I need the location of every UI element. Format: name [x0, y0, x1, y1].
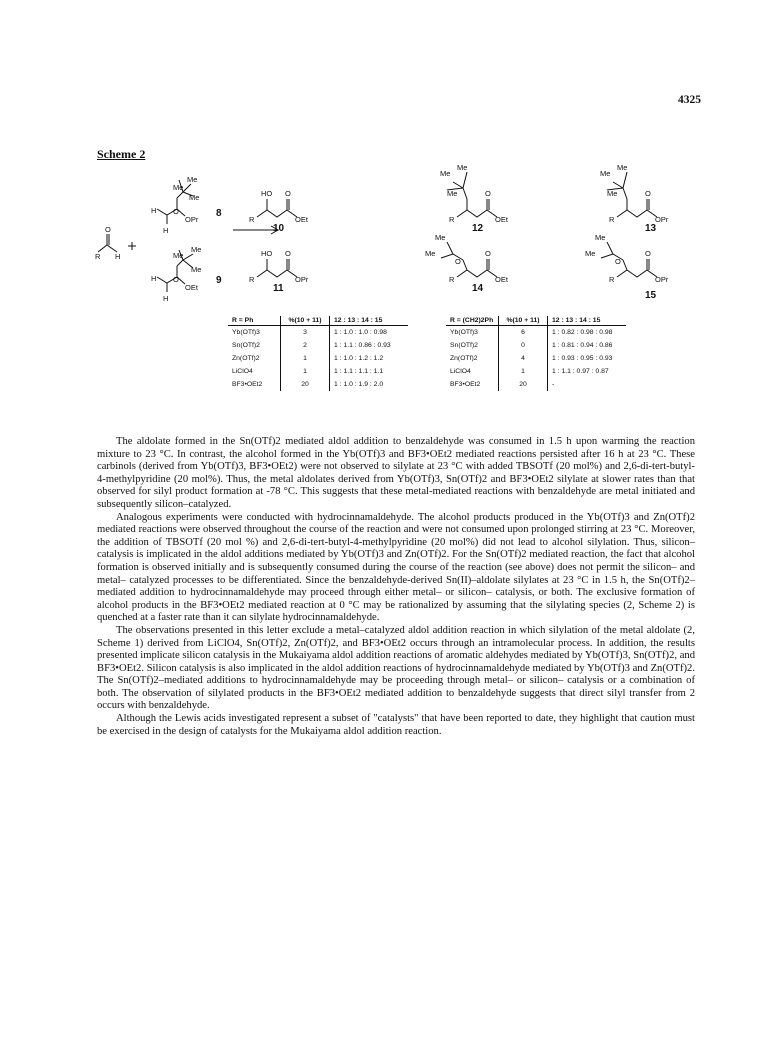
table-cell: 2: [281, 339, 330, 352]
table-cell: 1: [499, 365, 548, 378]
svg-text:Me: Me: [607, 189, 618, 198]
compound-label-15: 15: [645, 290, 657, 301]
table-row: [228, 378, 408, 391]
table-header: %(10 + 11): [499, 316, 548, 326]
table-row: [228, 339, 408, 352]
svg-text:O: O: [615, 257, 621, 266]
svg-text:R: R: [609, 275, 615, 284]
compound-label-14: 14: [472, 283, 484, 294]
svg-text:O: O: [173, 207, 179, 216]
svg-text:O: O: [173, 275, 179, 284]
table-cell: Yb(OTf)3: [232, 329, 260, 336]
table-cell: Sn(OTf)2: [232, 342, 260, 349]
svg-text:R: R: [95, 252, 101, 261]
paragraph: The aldolate formed in the Sn(OTf)2 mediated aldol addition to benzaldehyde was consumed in 1.5 h upon warming the reaction mixture to 23 °C. In contrast, the alcohol formed in the Yb(OTf)3 and BF3•OEt2 mediated reactions persisted after 16 h at 23 °C. These carbinols (derived from Yb(OTf)3, BF3•OEt2) were not observed to silylate at 23 °C with added TBSOTf (20 mol%) and 2,6-di-tert-butyl-4-methylpyridine (20 mol%). Thus, the metal aldolates derived from Yb(OTf)3, Sn(OTf)2 and BF3•OEt2 silylate at slower rates than that observed for silyl product formation at -78 °C. This suggests that these metal-mediated reactions with benzaldehyde are metal initiated and subsequently silicon–catalyzed.: [97, 436, 695, 510]
reaction-scheme: [95, 160, 695, 315]
table-cell: 3: [281, 326, 330, 340]
table-cell: Zn(OTf)2: [450, 355, 478, 362]
svg-text:O: O: [645, 249, 651, 258]
svg-text:OEt: OEt: [185, 283, 198, 292]
svg-text:Me: Me: [425, 249, 436, 258]
results-table-ph: [228, 316, 408, 391]
table-header: 12 : 13 : 14 : 15: [548, 316, 627, 326]
svg-text:O: O: [455, 257, 461, 266]
table-cell: 1 : 1.1 : 0.86 : 0.93: [334, 342, 391, 349]
svg-text:Me: Me: [447, 189, 458, 198]
scheme-title: Scheme 2: [97, 147, 146, 161]
svg-text:H: H: [151, 274, 157, 283]
body-text: [97, 436, 695, 738]
svg-text:Me: Me: [189, 193, 200, 202]
table-header: R = (CH2)2Ph: [446, 316, 499, 326]
table-cell: Yb(OTf)3: [450, 329, 478, 336]
svg-text:Me: Me: [440, 169, 451, 178]
table-row: [446, 352, 626, 365]
table-cell: -: [552, 381, 555, 388]
svg-text:H: H: [163, 226, 169, 235]
table-header: 12 : 13 : 14 : 15: [330, 316, 409, 326]
svg-text:OPr: OPr: [655, 215, 669, 224]
table-cell: 1 : 1.1 : 0.97 : 0.87: [552, 368, 609, 375]
results-table-ch2ph: [446, 316, 626, 391]
svg-text:HO: HO: [261, 249, 273, 258]
paragraph: Although the Lewis acids investigated represent a subset of "catalysts" that have been reported to date, they highlight that caution must be exercised in the design of catalysts for the Mukaiyama aldol addition reaction.: [97, 713, 695, 737]
table-cell: LiClO4: [232, 368, 253, 375]
table-cell: 1: [281, 365, 330, 378]
svg-text:Me: Me: [187, 175, 198, 184]
svg-text:R: R: [249, 275, 255, 284]
table-cell: 1 : 1.0 : 1.0 : 0.98: [334, 329, 387, 336]
svg-text:O: O: [285, 189, 291, 198]
svg-text:Me: Me: [600, 169, 611, 178]
table-cell: 4: [499, 352, 548, 365]
table-row: [446, 339, 626, 352]
compound-label-8: 8: [216, 208, 222, 219]
table-cell: 1: [281, 352, 330, 365]
paragraph: Analogous experiments were conducted with hydrocinnamaldehyde. The alcohol products produced in the Yb(OTf)3 and Zn(OTf)2 mediated reactions were observed throughout the course of the reaction and were not consumed upon prolonged stirring at 23 °C. Moreover, the addition of TBSOTf (20 mol %) and 2,6-di-tert-butyl-4-methylpyridine (20 mol%) did not lead to alcohol silylation. Thus, silicon–catalysis is implicated in the aldol additions mediated by Yb(OTf)3 and Zn(OTf)2. For the Sn(OTf)2 mediated reaction, the fact that alcohol formation is observed initially and is subsequently consumed during the course of the reaction (see above) does not permit the silicon– and metal– catalyzed processes to be differentiated. Since the benzaldehyde-derived Sn(II)–aldolate silylates at 23 °C in 1.5 h, the Sn(OTf)2–mediated addition to hydrocinnamaldehyde may proceed through either metal– or silicon– catalysis, or both. The exclusive formation of alcohol products in the BF3•OEt2 mediated reaction at 0 °C may be rationalized by assuming that the silylating species (2, Scheme 2) is quenched at a faster rate than it can silylate hydrocinnamaldehyde.: [97, 511, 695, 624]
svg-text:O: O: [105, 225, 111, 234]
svg-text:Me: Me: [617, 163, 628, 172]
table-cell: 1 : 1.1 : 1.1 : 1.1: [334, 368, 384, 375]
svg-text:R: R: [449, 215, 455, 224]
scheme-structures: [95, 160, 695, 315]
svg-text:HO: HO: [261, 189, 273, 198]
svg-text:Me: Me: [173, 251, 184, 260]
table-cell: 1 : 0.93 : 0.95 : 0.93: [552, 355, 613, 362]
svg-text:Me: Me: [595, 233, 606, 242]
svg-text:OEt: OEt: [495, 275, 508, 284]
svg-text:O: O: [485, 249, 491, 258]
table-row: [228, 326, 408, 340]
compound-label-11: 11: [273, 283, 284, 294]
table-cell: 20: [499, 378, 548, 391]
table-row: [446, 378, 626, 391]
table-cell: 1 : 1.0 : 1.9 : 2.0: [334, 381, 384, 388]
table-cell: 0: [499, 339, 548, 352]
compound-label-12: 12: [472, 223, 484, 234]
svg-text:H: H: [163, 294, 169, 303]
table-cell: Sn(OTf)2: [450, 342, 478, 349]
svg-text:OPr: OPr: [655, 275, 669, 284]
table-cell: 1 : 0.82 : 0.98 : 0.98: [552, 329, 613, 336]
compound-label-9: 9: [216, 275, 222, 286]
table-header: %(10 + 11): [281, 316, 330, 326]
table-row: [446, 365, 626, 378]
svg-text:OEt: OEt: [495, 215, 508, 224]
svg-text:H: H: [115, 252, 121, 261]
table-cell: 6: [499, 326, 548, 340]
table-cell: 20: [281, 378, 330, 391]
svg-text:Me: Me: [435, 233, 446, 242]
table-cell: BF3•OEt2: [450, 381, 481, 388]
svg-text:O: O: [485, 189, 491, 198]
paragraph: The observations presented in this letter exclude a metal–catalyzed aldol addition reaction in which silylation of the metal aldolate (2, Scheme 1) derived from LiClO4, Sn(OTf)2, Zn(OTf)2, and BF3•OEt2 occurs through an intramolecular process. In addition, the results presented implicate silicon catalysis in the Mukaiyama aldol addition reactions of aromatic aldehydes mediated by Yb(OTf)3, Sn(OTf)2, and BF3•OEt2. Silicon catalysis is also implicated in the aldol addition reactions of hydrocinnamaldehyde mediated by Yb(OTf)3 and Zn(OTf)2. The Sn(OTf)2–mediated additions to hydrocinnamaldehyde may be proceeding through metal– or silicon– catalysis or a combination of both. The observation of silylated products in the BF3•OEt2 mediated addition to benzaldehyde suggests that direct silyl transfer from 2 occurs with benzaldehyde.: [97, 624, 695, 712]
svg-text:R: R: [249, 215, 255, 224]
svg-text:OEt: OEt: [295, 215, 308, 224]
table-cell: 1 : 1.0 : 1.2 : 1.2: [334, 355, 384, 362]
svg-text:R: R: [449, 275, 455, 284]
svg-text:Me: Me: [585, 249, 596, 258]
svg-text:OPr: OPr: [185, 215, 199, 224]
svg-text:Me: Me: [457, 163, 468, 172]
table-header: R = Ph: [228, 316, 281, 326]
svg-text:Me: Me: [173, 183, 184, 192]
table-row: [228, 365, 408, 378]
table-row: [446, 326, 626, 340]
table-cell: LiClO4: [450, 368, 471, 375]
table-row: [228, 352, 408, 365]
table-cell: Zn(OTf)2: [232, 355, 260, 362]
svg-text:OPr: OPr: [295, 275, 309, 284]
svg-text:Me: Me: [191, 245, 202, 254]
svg-text:R: R: [609, 215, 615, 224]
svg-text:H: H: [151, 206, 157, 215]
table-cell: 1 : 0.81 : 0.94 : 0.86: [552, 342, 613, 349]
compound-label-13: 13: [645, 223, 657, 234]
table-cell: BF3•OEt2: [232, 381, 263, 388]
svg-text:O: O: [645, 189, 651, 198]
page-number: 4325: [678, 94, 701, 106]
compound-label-10: 10: [273, 223, 285, 234]
svg-text:O: O: [285, 249, 291, 258]
svg-text:Me: Me: [191, 265, 202, 274]
